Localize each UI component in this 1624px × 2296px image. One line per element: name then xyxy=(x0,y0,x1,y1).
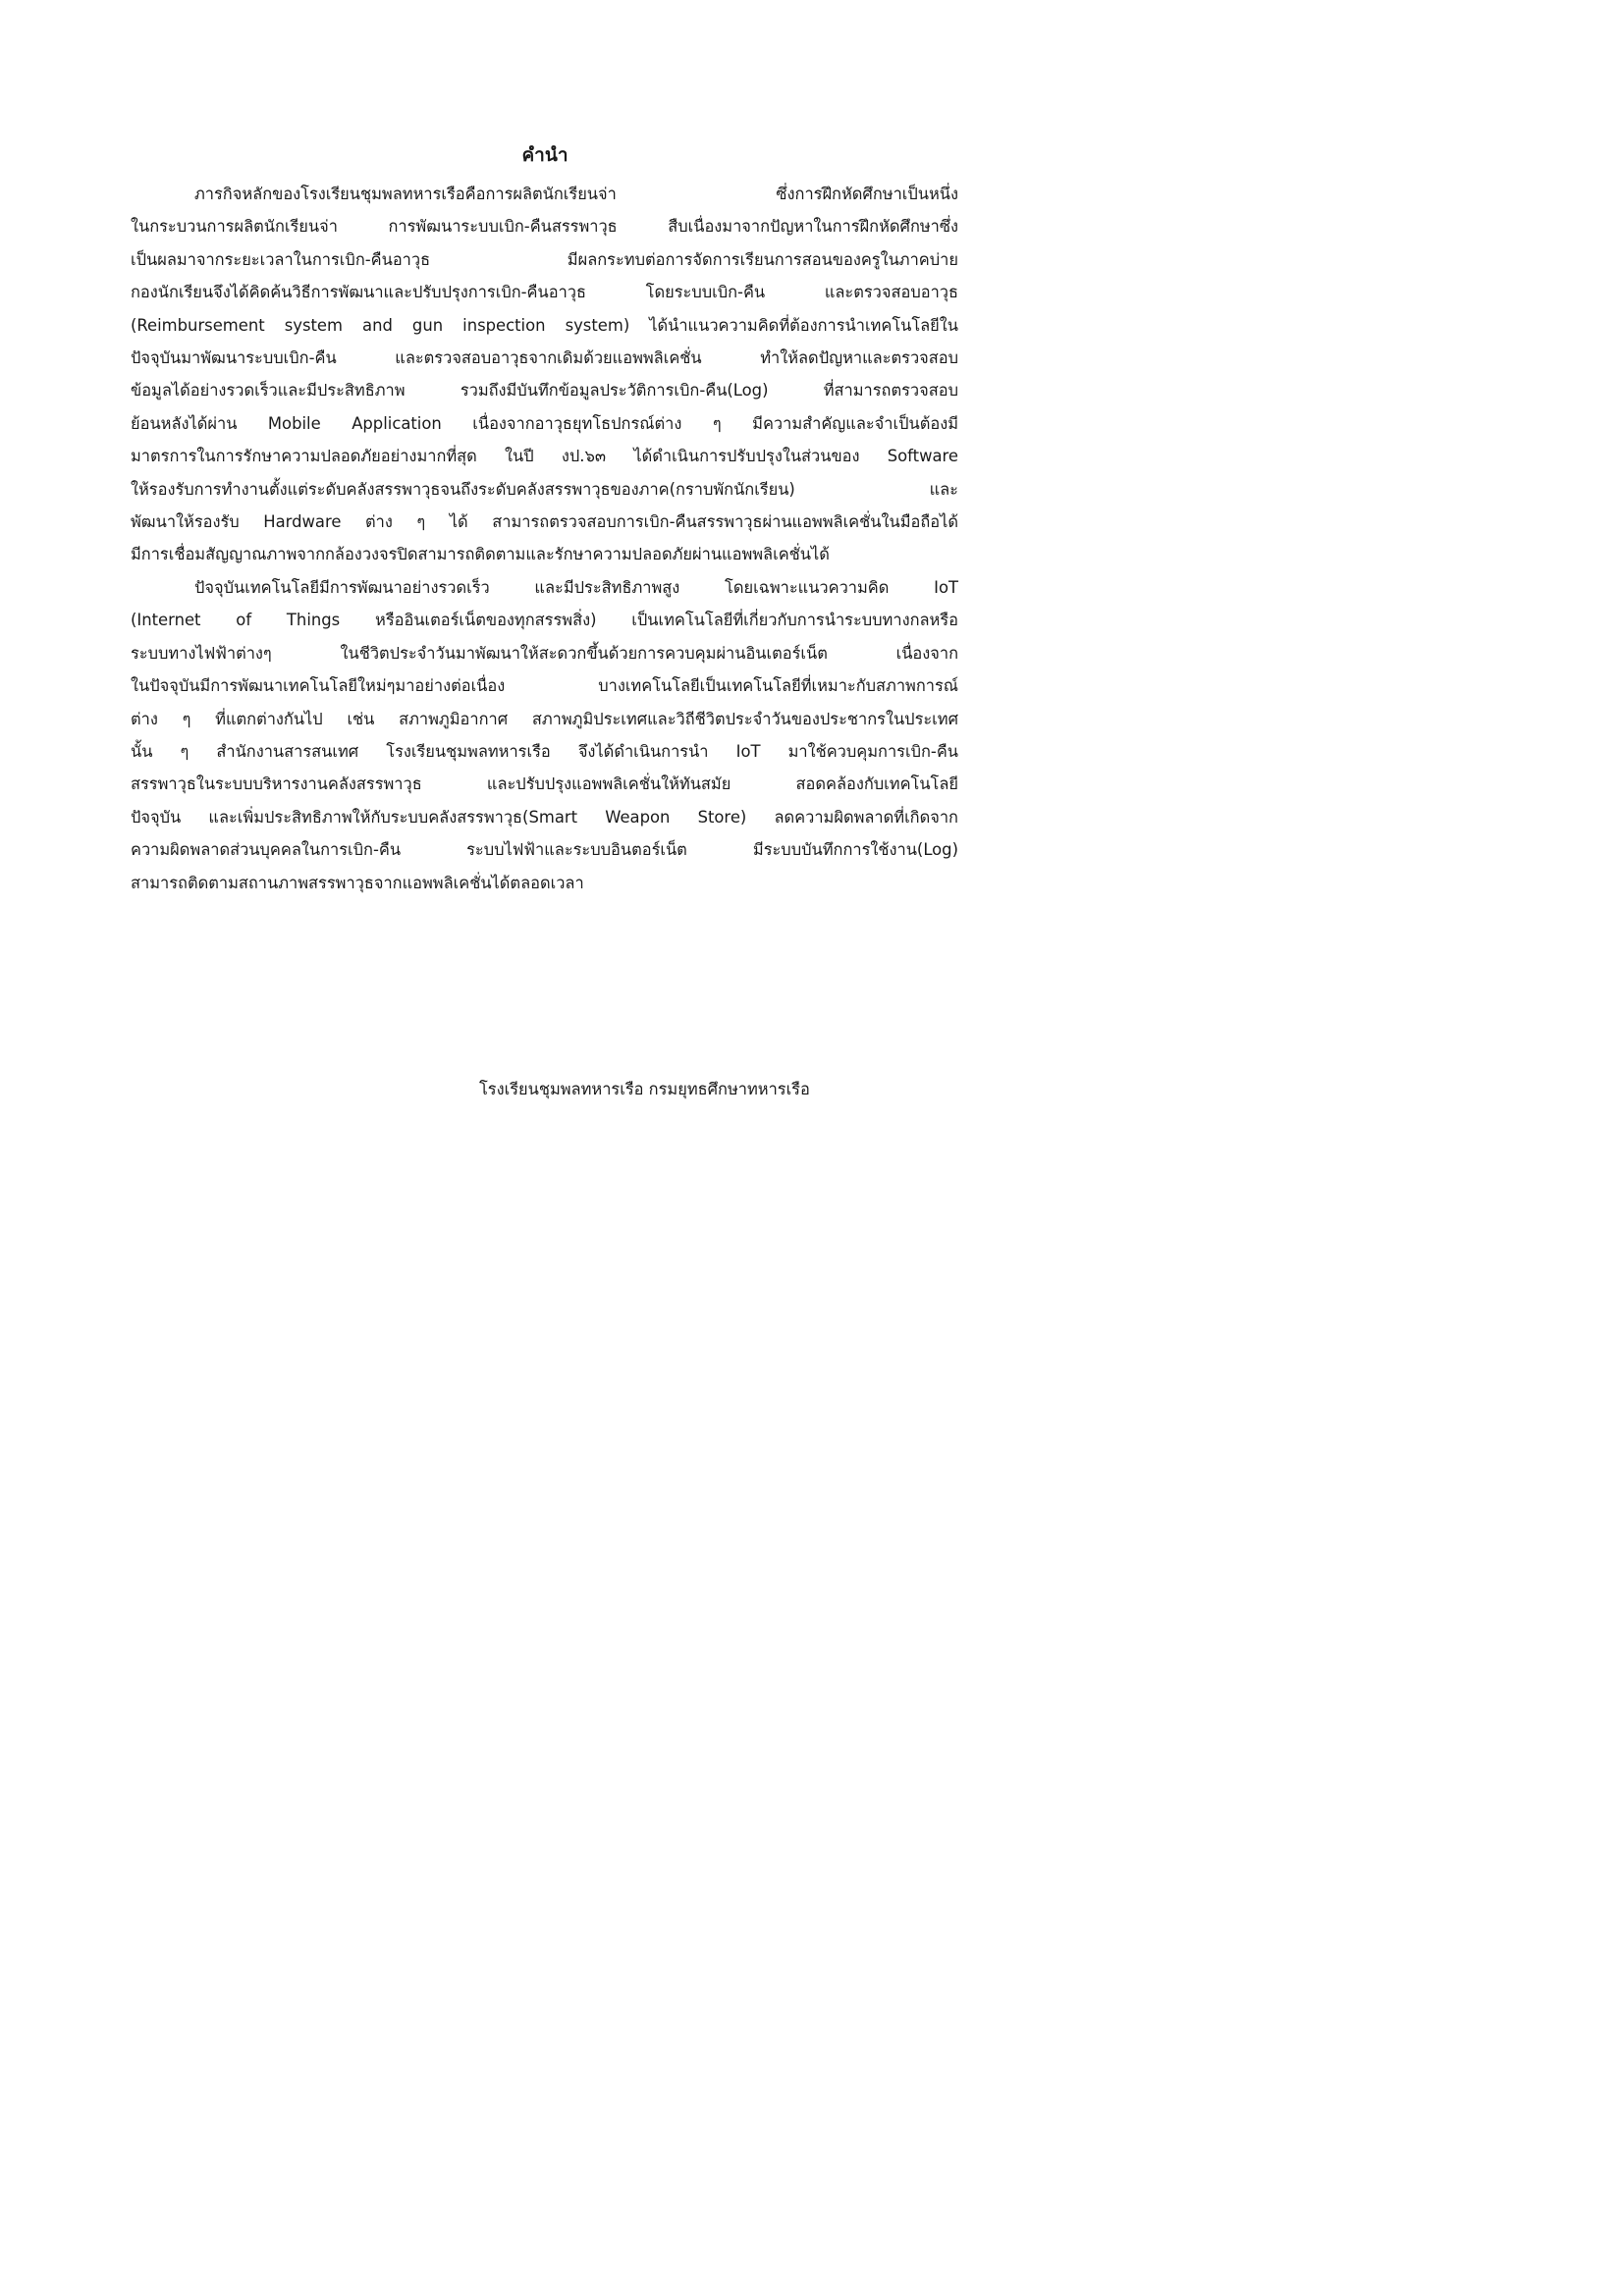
paragraph-line: นั้น ๆ สำนักงานสารสนเทศ โรงเรียนชุมพลทหารเรือ จึงได้ดำเนินการนำ IoT มาใช้ควบคุมการเบิก-คืน xyxy=(131,741,958,761)
page-title: คำนำ xyxy=(521,144,568,166)
signature: โรงเรียนชุมพลทหารเรือ กรมยุทธศึกษาทหารเรือ xyxy=(479,1080,810,1098)
paragraph-line: มีการเชื่อมสัญญาณภาพจากกล้องวงจรปิดสามารถติดตามและรักษาความปลอดภัยผ่านแอพพลิเคชั่นได้ xyxy=(131,545,830,564)
paragraph-line: ย้อนหลังได้ผ่าน Mobile Application เนื่องจากอาวุธยุทโธปกรณ์ต่าง ๆ มีความสำคัญและจำเป็นต้องมี xyxy=(131,413,958,433)
paragraph-line: พัฒนาให้รองรับ Hardware ต่าง ๆ ได้ สามารถตรวจสอบการเบิก-คืนสรรพาวุธผ่านแอพพลิเคชั่นในมือถือได้ xyxy=(131,512,958,532)
paragraph-line: มาตรการในการรักษาความปลอดภัยอย่างมากที่สุด ในปี งป.๖๓ ได้ดำเนินการปรับปรุงในส่วนของ Software xyxy=(131,447,958,466)
paragraph-1 xyxy=(131,178,958,571)
body-text xyxy=(131,178,958,899)
paragraph-line: ความผิดพลาดส่วนบุคคลในการเบิก-คืน ระบบไฟฟ้าและระบบอินตอร์เน็ต มีระบบบันทึกการใช้งาน(Log) xyxy=(131,840,958,860)
paragraph-line: เป็นผลมาจากระยะเวลาในการเบิก-คืนอาวุธ มีผลกระทบต่อการจัดการเรียนการสอนของครูในภาคบ่าย xyxy=(131,249,958,269)
paragraph-line: ปัจจุบันมาพัฒนาระบบเบิก-คืน และตรวจสอบอาวุธจากเดิมด้วยแอพพลิเคชั่น ทำให้ลดปัญหาและตรวจสอบ xyxy=(131,348,958,368)
paragraph-line: สรรพาวุธในระบบบริหารงานคลังสรรพาวุธ และปรับปรุงแอพพลิเคชั่นให้ทันสมัย สอดคล้องกับเทคโนโลยี xyxy=(131,774,958,794)
document-page xyxy=(0,0,1080,1527)
paragraph-line: ในกระบวนการผลิตนักเรียนจ่า การพัฒนาระบบเบิก-คืนสรรพาวุธ สืบเนื่องมาจากปัญหาในการฝึกหัดศึกษาซึ่ง xyxy=(131,217,958,237)
paragraph-line: ปัจจุบัน และเพิ่มประสิทธิภาพให้กับระบบคลังสรรพาวุธ(Smart Weapon Store) ลดความผิดพลาดที่เกิดจาก xyxy=(131,807,958,827)
paragraph-line: (Reimbursement system and gun inspection system) ได้นำแนวความคิดที่ต้องการนำเทคโนโลยีใน xyxy=(131,315,958,335)
paragraph-line: ในปัจจุบันมีการพัฒนาเทคโนโลยีใหม่ๆมาอย่างต่อเนื่อง บางเทคโนโลยีเป็นเทคโนโลยีที่เหมาะกับสภาพการณ์ xyxy=(131,676,958,696)
paragraph-line: สามารถติดตามสถานภาพสรรพาวุธจากแอพพลิเคชั่นได้ตลอดเวลา xyxy=(131,873,584,892)
paragraph-line: ข้อมูลได้อย่างรวดเร็วและมีประสิทธิภาพ รวมถึงมีบันทึกข้อมูลประวัติการเบิก-คืน(Log) ที่สามารถตรวจสอบ xyxy=(131,381,958,400)
paragraph-line: (Internet of Things หรืออินเตอร์เน็ตของทุกสรรพสิ่ง) เป็นเทคโนโลยีที่เกี่ยวกับการนำระบบทางกลหรือ xyxy=(131,611,958,630)
paragraph-line: ระบบทางไฟฟ้าต่างๆ ในชีวิตประจำวันมาพัฒนาให้สะดวกขึ้นด้วยการควบคุมผ่านอินเตอร์เน็ต เนื่องจาก xyxy=(131,643,958,663)
paragraph-line: กองนักเรียนจึงได้คิดค้นวิธีการพัฒนาและปรับปรุงการเบิก-คืนอาวุธ โดยระบบเบิก-คืน และตรวจสอบอาวุธ xyxy=(131,283,958,302)
paragraph-line: ต่าง ๆ ที่แตกต่างกันไป เช่น สภาพภูมิอากาศ สภาพภูมิประเทศและวิถีชีวิตประจำวันของประชากรในประเทศ xyxy=(131,709,958,728)
paragraph-line: ปัจจุบันเทคโนโลยีมีการพัฒนาอย่างรวดเร็ว และมีประสิทธิภาพสูง โดยเฉพาะแนวความคิด IoT xyxy=(194,577,958,597)
paragraph-line: ภารกิจหลักของโรงเรียนชุมพลทหารเรือคือการผลิตนักเรียนจ่า ซึ่งการฝึกหัดศึกษาเป็นหนึ่ง xyxy=(194,185,958,203)
paragraph-2 xyxy=(131,571,958,899)
paragraph-line: ให้รองรับการทำงานตั้งแต่ระดับคลังสรรพาวุธจนถึงระดับคลังสรรพาวุธของภาค(กราบพักนักเรียน) และ xyxy=(131,479,958,499)
